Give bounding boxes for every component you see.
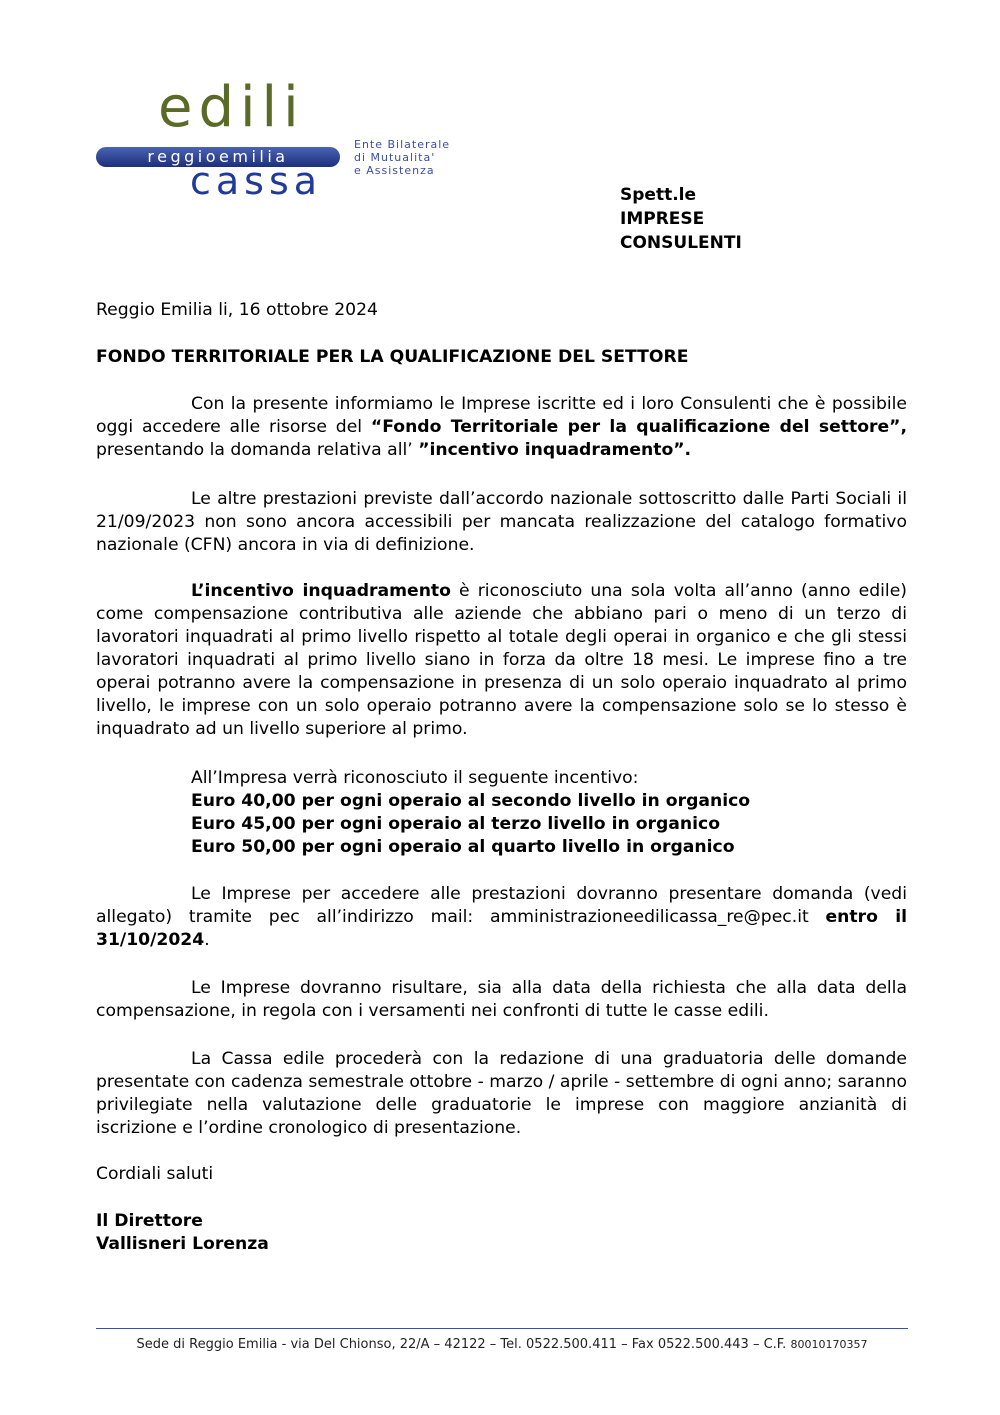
footer-divider bbox=[96, 1328, 908, 1329]
logo-word-edili: edili bbox=[158, 75, 305, 140]
paragraph-text: presentando la domanda relativa all’ bbox=[96, 440, 419, 460]
paragraph-text: è riconosciuto una sola volta all’anno (anno edile) come compensazione contributiva alle aziende che abbiano pari o meno di un terzo di lavoratori inquadrati al primo livello rispetto al totale degli operai in organico e che gli stessi lavoratori inquadrati al primo livello siano in forza da oltre 18 mesi. Le imprese fino a tre operai potranno avere la compensazione in presenza di un solo operaio inquadrato al primo livello, le imprese con un solo operaio potranno avere la compensazione solo se lo stesso è inquadrato ad un livello superiore al primo. bbox=[96, 581, 907, 739]
recipient-line: CONSULENTI bbox=[620, 233, 742, 253]
logo-tagline-line: Ente Bilaterale bbox=[354, 138, 451, 151]
footer-tax-code: 80010170357 bbox=[790, 1338, 868, 1351]
recipient-line: Spett.le bbox=[620, 185, 697, 205]
logo-tagline bbox=[354, 138, 450, 177]
paragraph-application bbox=[96, 883, 907, 952]
fund-name: “Fondo Territoriale per la qualificazione del settore”, bbox=[370, 417, 907, 437]
signature-name: Vallisneri Lorenza bbox=[96, 1234, 269, 1254]
recipient-block bbox=[620, 183, 742, 255]
incentive-item: Euro 45,00 per ogni operaio al terzo livello in organico bbox=[191, 814, 721, 834]
paragraph-ranking: La Cassa edile procederà con la redazione di una graduatoria delle domande presentate con cadenza semestrale ottobre - marzo / aprile - settembre di ogni anno; saranno privilegiate nella valutazione delle graduatorie le imprese con maggiore anzianità di iscrizione e l’ordine cronologico di presentazione. bbox=[96, 1049, 907, 1138]
incentive-list bbox=[191, 767, 907, 859]
letter-subject: FONDO TERRITORIALE PER LA QUALIFICAZIONE DEL SETTORE bbox=[96, 347, 689, 367]
paragraph-text: Con la presente informiamo le Imprese iscritte ed i loro Consulenti che è possibile oggi accedere alle risorse del bbox=[96, 394, 907, 437]
signature-title: Il Direttore bbox=[96, 1211, 203, 1231]
date-line: Reggio Emilia li, 16 ottobre 2024 bbox=[96, 300, 378, 320]
paragraph-other-benefits: Le altre prestazioni previste dall’accordo nazionale sottoscritto dalle Parti Sociali il 21/09/2023 non sono ancora accessibili per mancata realizzazione del catalogo formativo nazionale (CFN) ancora in via di definizione. bbox=[96, 489, 907, 555]
logo-band-reggioemilia: reggioemilia bbox=[96, 147, 340, 167]
logo-word-cassa: cassa bbox=[190, 159, 323, 203]
logo-tagline-line: e Assistenza bbox=[354, 164, 435, 177]
signature-block bbox=[96, 1210, 907, 1256]
incentive-item: Euro 40,00 per ogni operaio al secondo livello in organico bbox=[191, 791, 751, 811]
paragraph-text: Le Imprese per accedere alle prestazioni dovranno presentare domanda (vedi allegato) tramite pec all’indirizzo mail: amministrazioneedilicassa_re@pec.it bbox=[96, 884, 907, 927]
footer-address bbox=[96, 1335, 908, 1355]
incentive-intro: All’Impresa verrà riconosciuto il seguente incentivo: bbox=[191, 768, 639, 788]
paragraph-text: . bbox=[204, 930, 210, 950]
incentive-item: Euro 50,00 per ogni operaio al quarto livello in organico bbox=[191, 837, 735, 857]
edili-cassa-logo bbox=[96, 75, 476, 206]
paragraph-incentive-description bbox=[96, 580, 907, 741]
paragraph-intro bbox=[96, 393, 907, 462]
recipient-line: IMPRESE bbox=[620, 209, 705, 229]
incentive-name: ”incentivo inquadramento”. bbox=[418, 440, 692, 460]
deadline: entro il 31/10/2024 bbox=[96, 907, 907, 950]
footer-text: Sede di Reggio Emilia - via Del Chionso, 22/A – 42122 – Tel. 0522.500.411 – Fax 0522.500.443 – C.F. bbox=[136, 1337, 791, 1352]
closing-greeting: Cordiali saluti bbox=[96, 1164, 214, 1184]
paragraph-requirements: Le Imprese dovranno risultare, sia alla data della richiesta che alla data della compensazione, in regola con i versamenti nei confronti di tutte le casse edili. bbox=[96, 978, 907, 1021]
incentive-term: L’incentivo inquadramento bbox=[191, 581, 451, 601]
logo-tagline-line: di Mutualita' bbox=[354, 151, 436, 164]
